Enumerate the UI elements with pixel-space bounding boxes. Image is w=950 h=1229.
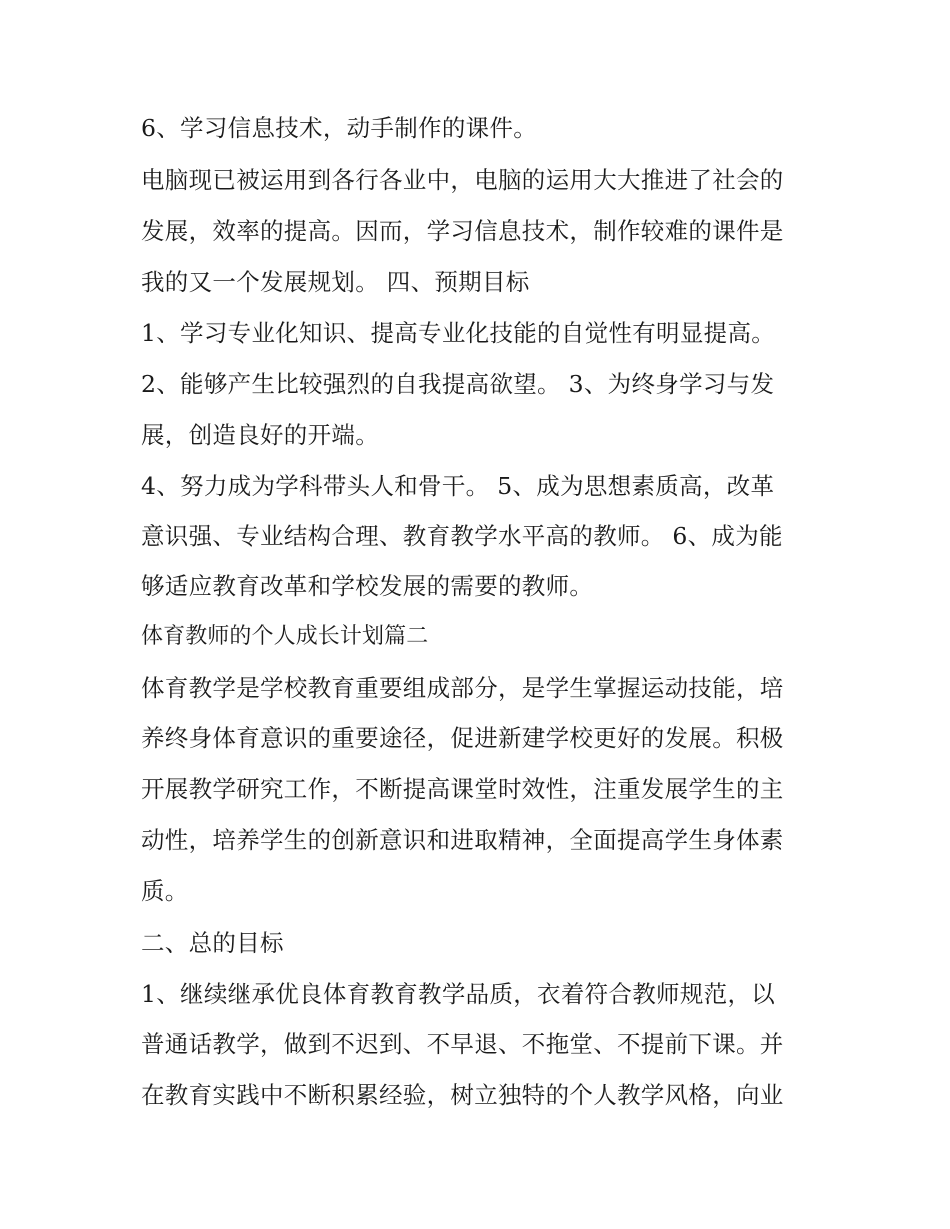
text-line: 开展教学研究工作，不断提高课堂时效性，注重发展学生的主 <box>141 775 784 803</box>
text-line: 我的又一个发展规划。 四、预期目标 <box>141 268 530 296</box>
text-line: 6、学习信息技术，动手制作的课件。 <box>141 114 538 142</box>
text-line: 普通话教学，做到不迟到、不早退、不拖堂、不提前下课。并 <box>141 1030 784 1058</box>
text-line: 动性，培养学生的创新意识和进取精神，全面提高学生身体素 <box>141 826 784 854</box>
text-line: 1、继续继承优良体育教育教学品质，衣着符合教师规范，以 <box>141 980 776 1008</box>
text-line: 质。 <box>141 877 189 905</box>
text-line: 意识强、专业结构合理、教育教学水平高的教师。 6、成为能 <box>141 522 783 550</box>
text-line: 在教育实践中不断积累经验，树立独特的个人教学风格，向业 <box>141 1081 784 1109</box>
text-line: 够适应教育改革和学校发展的需要的教师。 <box>141 572 594 600</box>
text-line: 发展，效率的提高。因而，学习信息技术，制作较难的课件是 <box>141 217 784 245</box>
section-heading: 二、总的目标 <box>141 929 284 957</box>
text-line: 4、努力成为学科带头人和骨干。 5、成为思想素质高，改革 <box>141 472 775 500</box>
text-line: 体育教学是学校教育重要组成部分，是学生掌握运动技能，培 <box>141 674 784 702</box>
text-line: 养终身体育意识的重要途径，促进新建学校更好的发展。积极 <box>141 724 784 752</box>
section-heading: 体育教师的个人成长计划篇二 <box>141 624 429 649</box>
text-line: 2、能够产生比较强烈的自我提高欲望。 3、为终身学习与发 <box>141 370 775 398</box>
text-line: 1、学习专业化知识、提高专业化技能的自觉性有明显提高。 <box>141 319 776 347</box>
text-line: 展，创造良好的开端。 <box>141 421 379 449</box>
text-line: 电脑现已被运用到各行各业中，电脑的运用大大推进了社会的 <box>141 166 784 194</box>
